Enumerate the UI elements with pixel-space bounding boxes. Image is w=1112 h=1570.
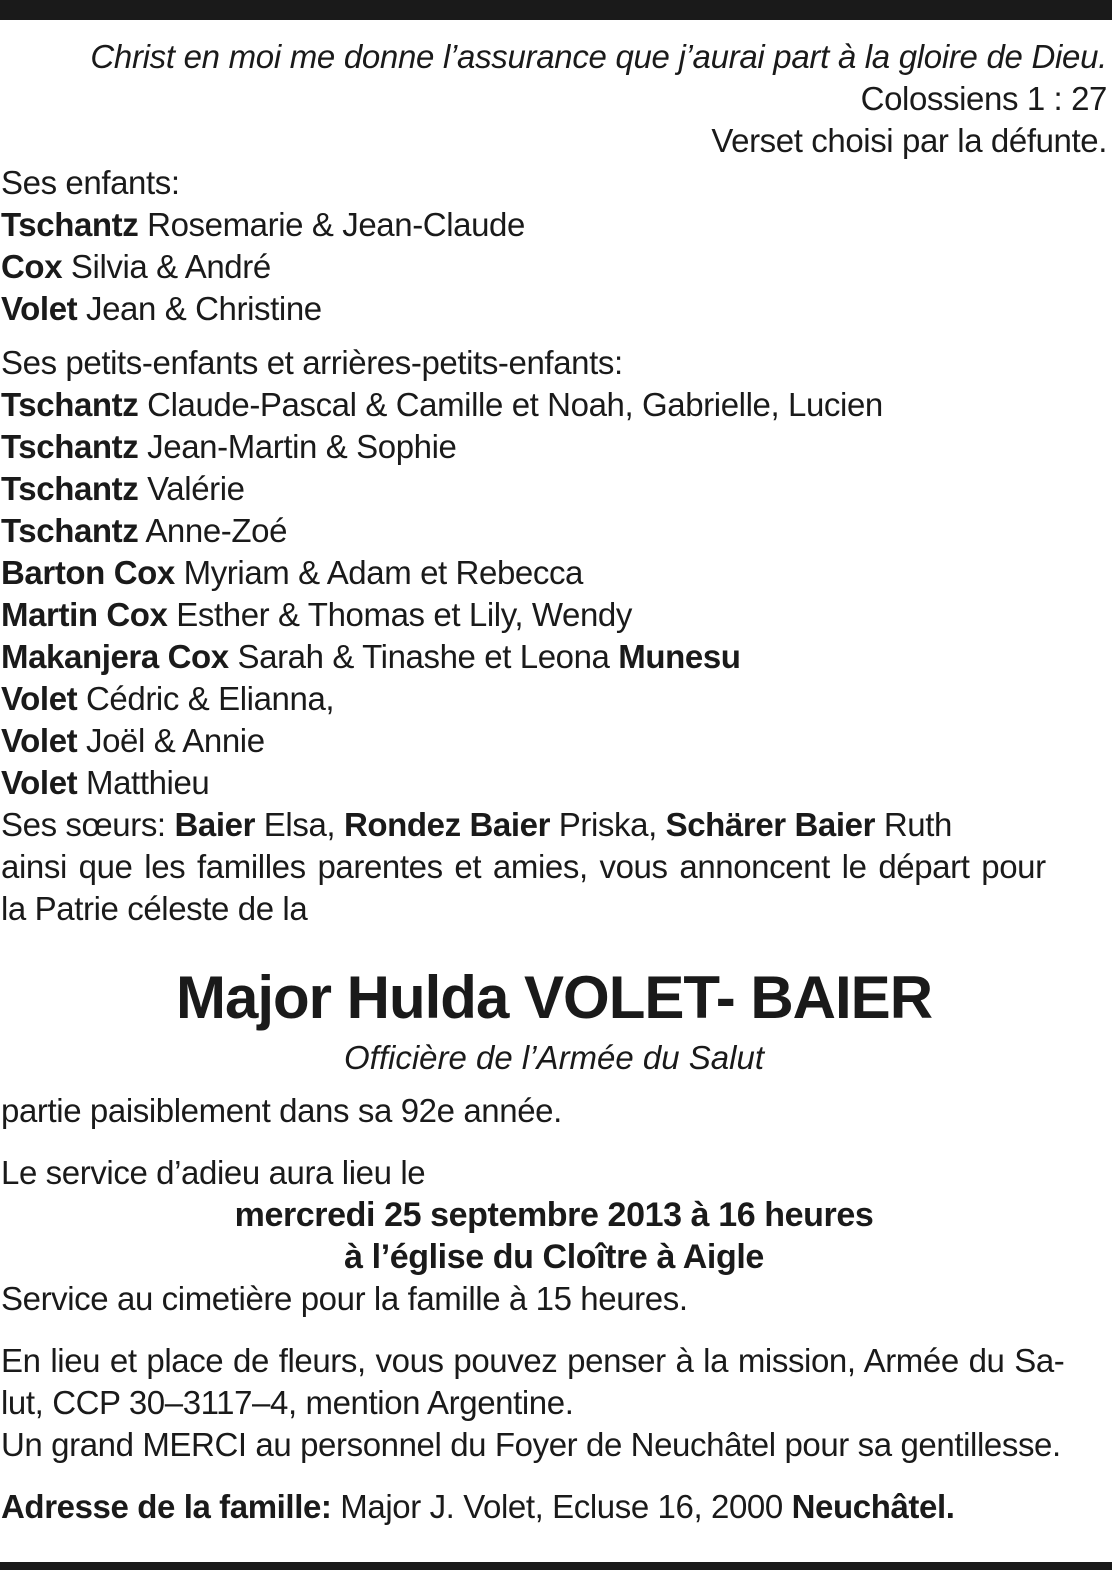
thanks-line: Un grand MERCI au personnel du Foyer de Neuchâtel pour sa gentillesse.	[1, 1426, 1061, 1463]
family-names: Myriam & Adam et Rebecca	[174, 554, 583, 591]
address-text: Major J. Volet, Ecluse 16, 2000	[331, 1488, 792, 1525]
children-section	[1, 162, 1107, 330]
family-surname: Tschantz	[1, 206, 139, 243]
sister-name: Ruth	[875, 806, 952, 843]
family-surname: Tschantz	[1, 386, 139, 423]
family-entry	[1, 288, 1107, 330]
family-names: Sarah & Tinashe et Leona	[228, 638, 619, 675]
family-entry	[1, 426, 1107, 468]
family-entry	[1, 636, 1107, 678]
family-names: Claude-Pascal & Camille et Noah, Gabrielle, Lucien	[138, 386, 883, 423]
family-surname: Makanjera Cox	[1, 638, 229, 675]
family-surname: Barton Cox	[1, 554, 175, 591]
announcement-line-1: ainsi que les familles parentes et amies, vous annoncent le départ pour	[1, 848, 1046, 885]
family-names: Jean-Martin & Sophie	[138, 428, 457, 465]
family-entry	[1, 762, 1107, 804]
family-entry	[1, 204, 1107, 246]
donation-line-2: lut, CCP 30–3117–4, mention Argentine.	[1, 1384, 574, 1421]
family-surname: Tschantz	[1, 512, 139, 549]
sister-surname: Rondez Baier	[343, 806, 551, 843]
grandchildren-heading: Ses petits-enfants et arrières-petits-enfants:	[1, 344, 623, 381]
verse-note: Verset choisi par la défunte.	[711, 122, 1107, 159]
family-surname: Volet	[1, 680, 78, 717]
address-label: Adresse de la famille:	[1, 1488, 332, 1525]
children-heading: Ses enfants:	[1, 164, 180, 201]
passing-line: partie paisiblement dans sa 92e année.	[1, 1092, 562, 1129]
bottom-rule	[0, 1562, 1112, 1570]
address-city: Neuchâtel.	[791, 1488, 955, 1525]
family-entry	[1, 510, 1107, 552]
family-surname: Volet	[1, 722, 78, 759]
family-entry	[1, 678, 1107, 720]
family-entry	[1, 720, 1107, 762]
family-entry	[1, 552, 1107, 594]
donation-line-1: En lieu et place de fleurs, vous pouvez penser à la mission, Armée du Sa-	[1, 1342, 1065, 1379]
bible-verse: Christ en moi me donne l’assurance que j’aurai part à la gloire de Dieu.	[90, 38, 1107, 75]
grandchildren-section	[1, 342, 1107, 804]
family-names: Anne-Zoé	[138, 512, 288, 549]
announcement-line-2: la Patrie céleste de la	[1, 890, 308, 927]
top-rule	[0, 0, 1112, 20]
sisters-line	[1, 804, 1107, 846]
family-names: Jean & Christine	[77, 290, 322, 327]
sister-name: Elsa,	[255, 806, 344, 843]
family-names: Cédric & Elianna,	[77, 680, 335, 717]
family-entry	[1, 246, 1107, 288]
sisters-label: Ses sœurs:	[1, 806, 175, 843]
service-date: mercredi 25 septembre 2013 à 16 heures	[234, 1196, 874, 1234]
family-address	[1, 1486, 1107, 1528]
service-cemetery: Service au cimetière pour la famille à 15 heures.	[1, 1280, 688, 1317]
family-names: Valérie	[138, 470, 245, 507]
family-names: Silvia & André	[62, 248, 271, 285]
family-surname: Tschantz	[1, 428, 139, 465]
family-surname-extra: Munesu	[618, 638, 741, 675]
family-entry	[1, 468, 1107, 510]
service-intro: Le service d’adieu aura lieu le	[1, 1154, 426, 1191]
sister-surname: Schärer Baier	[665, 806, 876, 843]
family-entry	[1, 384, 1107, 426]
verse-reference: Colossiens 1 : 27	[860, 80, 1107, 117]
family-names: Rosemarie & Jean-Claude	[138, 206, 525, 243]
deceased-title: Officière de l’Armée du Salut	[343, 1039, 765, 1076]
service-place: à l’église du Cloître à Aigle	[344, 1238, 764, 1276]
family-names: Esther & Thomas et Lily, Wendy	[167, 596, 632, 633]
family-surname: Tschantz	[1, 470, 139, 507]
family-surname: Martin Cox	[1, 596, 168, 633]
family-surname: Volet	[1, 764, 78, 801]
deceased-name: Major Hulda VOLET- BAIER	[175, 964, 933, 1031]
sister-surname: Baier	[174, 806, 256, 843]
family-surname: Cox	[1, 248, 63, 285]
sister-name: Priska,	[550, 806, 666, 843]
family-entry	[1, 594, 1107, 636]
family-surname: Volet	[1, 290, 78, 327]
family-names: Joël & Annie	[77, 722, 265, 759]
family-names: Matthieu	[77, 764, 210, 801]
obituary-notice	[1, 36, 1107, 1528]
